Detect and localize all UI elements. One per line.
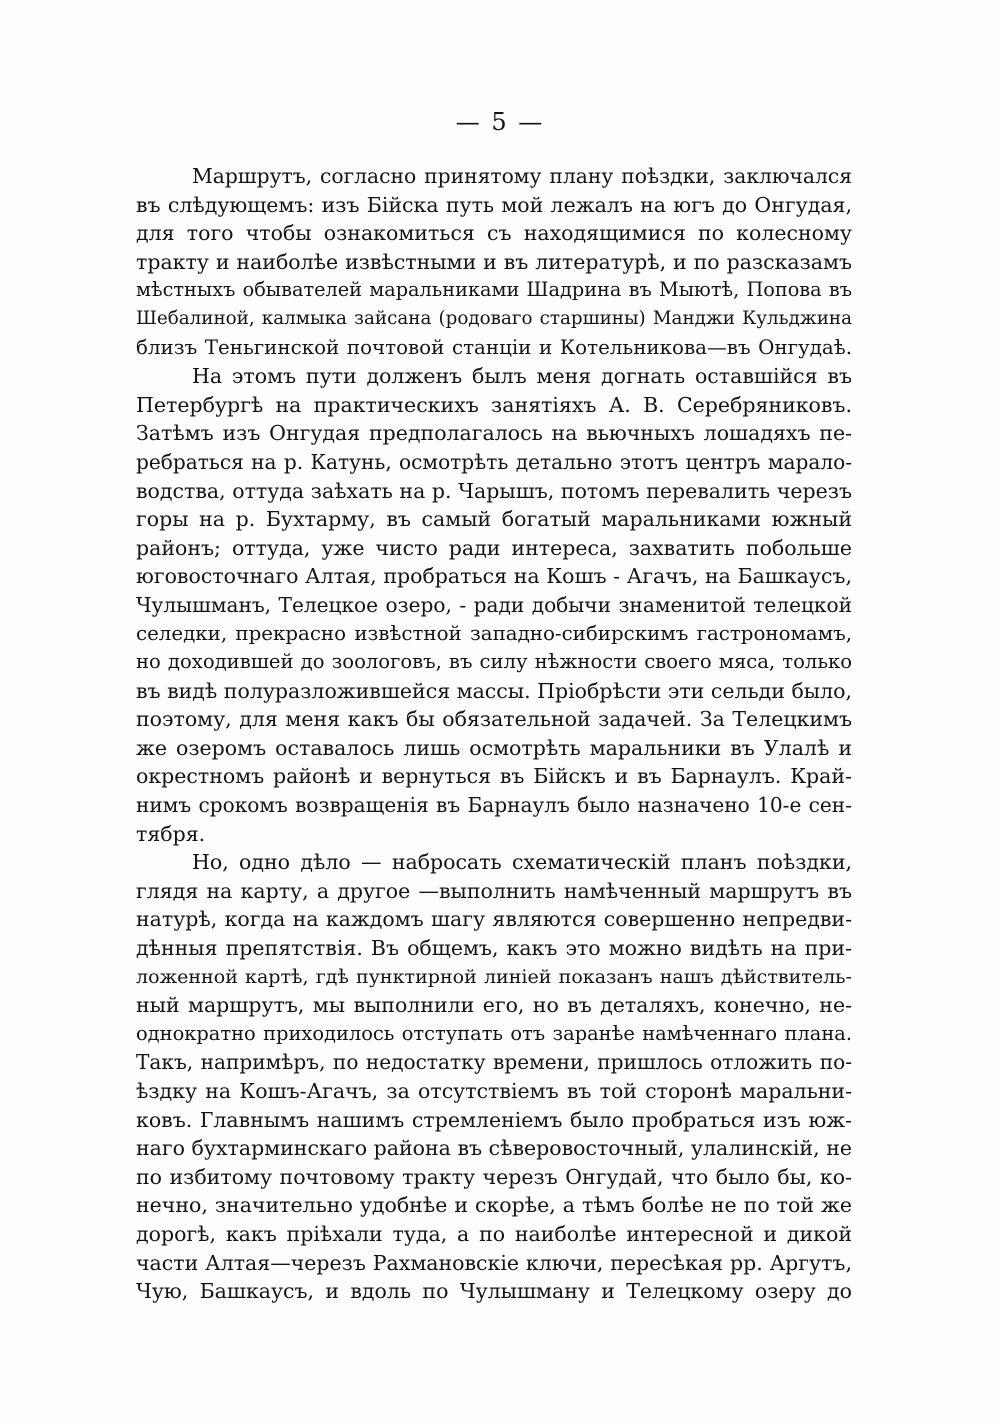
text-line: Маршрутъ, согласно принятому плану поѣздки, заключался	[192, 164, 852, 188]
text-line: Чулышманъ, Телецкое озеро, - ради добычи знаменитой телецкой	[136, 592, 852, 617]
text-line: глядя на карту, а другое —выполнить намѣченный маршрутъ въ	[136, 878, 852, 903]
text-line: горы на р. Бухтарму, въ самый богатый маральниками южный	[136, 507, 852, 532]
text-line: близъ Теньгинской почтовой станціи и Котельникова—въ Онгудаѣ.	[136, 335, 852, 359]
text-line: нимъ срокомъ возвращенія въ Барнаулъ было назначено 10-е сен-	[136, 793, 852, 818]
text-line: мѣстныхъ обывателей маральниками Шадрина въ Мыютѣ, Попова въ	[136, 278, 852, 302]
text-line: На этомъ пути долженъ былъ меня догнать оставшійся въ	[192, 364, 852, 389]
text-line: поэтому, для меня какъ бы обязательной задачей. За Телецкимъ	[136, 707, 852, 732]
text-line: однократно приходилось отступать отъ заранѣе намѣченнаго плана.	[136, 1021, 852, 1045]
text-line: Шебалиной, калмыка зайсана (родоваго старшины) Манджи Кульджина	[136, 307, 852, 329]
text-line: но доходившей до зоологовъ, въ силу нѣжности своего мяса, только	[136, 650, 852, 674]
text-line: ковъ. Главнымъ нашимъ стремленіемъ было пробраться изъ юж-	[136, 1107, 852, 1132]
text-line: дѣнныя препятствія. Въ общемъ, какъ это можно видѣть на при-	[136, 936, 852, 961]
text-line: для того чтобы ознакомиться съ находящимися по колесному	[136, 221, 852, 246]
text-line: ѣздку на Кошъ-Агачъ, за отсутствіемъ въ той сторонѣ маральни-	[136, 1079, 852, 1103]
text-line: нечно, значительно удобнѣе и скорѣе, а тѣмъ болѣе не по той же	[136, 1193, 852, 1218]
text-line: Такъ, напримѣръ, по недостатку времени, пришлось отложить по-	[136, 1050, 852, 1075]
text-line: ребраться на р. Катунь, осмотрѣть детально этотъ центръ марало-	[136, 449, 852, 474]
text-line: тракту и наиболѣе извѣстными и въ литературѣ, и по разсказамъ	[136, 249, 852, 274]
text-line: части Алтая—черезъ Рахмановскіе ключи, пересѣкая рр. Аргутъ,	[136, 1250, 852, 1275]
text-line: въ слѣдующемъ: изъ Бійска путь мой лежалъ на югъ до Онгудая,	[136, 192, 852, 217]
text-line: тября.	[136, 821, 206, 846]
text-line: Затѣмъ изъ Онгудая предполагалось на вьючныхъ лошадяхъ пе-	[136, 421, 852, 446]
text-line: Но, одно дѣло — набросать схематическій планъ поѣздки,	[192, 850, 852, 875]
text-line: районъ; оттуда, уже чисто ради интереса, захватить побольше	[136, 535, 852, 560]
text-line: водства, оттуда заѣхать на р. Чарышъ, потомъ перевалить черезъ	[136, 478, 852, 503]
text-line: въ видѣ полуразложившейся массы. Пріобрѣсти эти сельди было,	[136, 678, 852, 703]
text-line: Петербургѣ на практическихъ занятіяхъ А. В. Серебряниковъ.	[136, 392, 852, 417]
text-line: селедки, прекрасно извѣстной западно-сибирскимъ гастрономамъ,	[136, 621, 852, 645]
text-line: дорогѣ, какъ пріѣхали туда, а по наиболѣе интересной и дикой	[136, 1221, 852, 1246]
text-line: ный маршрутъ, мы выполнили его, но въ деталяхъ, конечно, не-	[136, 993, 852, 1018]
text-line: окрестномъ районѣ и вернуться въ Бійскъ и въ Барнаулъ. Край-	[136, 764, 852, 789]
text-line: Чую, Башкаусъ, и вдоль по Чулышману и Телецкому озеру до	[136, 1279, 852, 1304]
text-line: наго бухтарминскаго района въ сѣверовосточный, улалинскій, не	[136, 1136, 852, 1161]
text-line: натурѣ, когда на каждомъ шагу являются совершенно непредви-	[136, 907, 852, 932]
page-number: — 5 —	[455, 108, 545, 136]
text-line: ложенной картѣ, гдѣ пунктирной линіей показанъ нашъ дѣйствитель-	[136, 965, 852, 988]
body-text	[136, 162, 852, 1306]
text-line: юговосточнаго Алтая, пробраться на Кошъ - Агачъ, на Башкаусъ,	[136, 564, 852, 589]
text-line: же озеромъ оставалось лишь осмотрѣть маральники въ Улалѣ и	[136, 735, 852, 760]
text-line: по избитому почтовому тракту черезъ Онгудай, что было бы, ко-	[136, 1164, 852, 1189]
